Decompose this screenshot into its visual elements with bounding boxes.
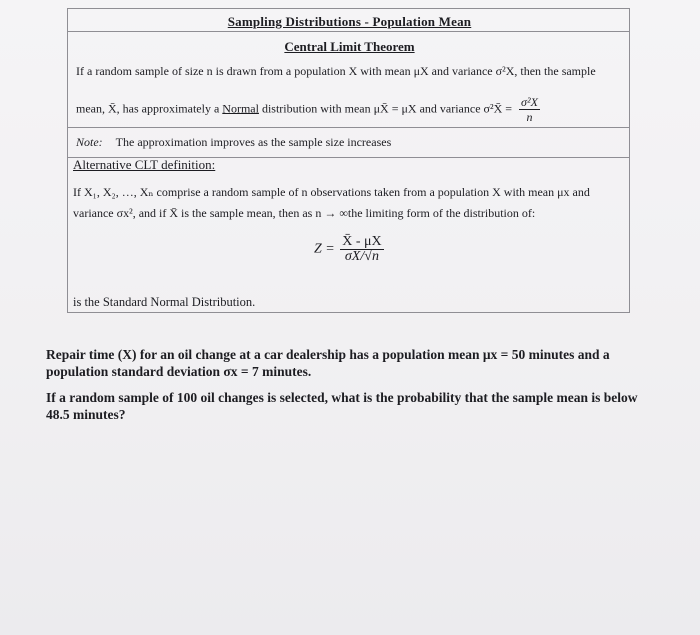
clt-divider (68, 127, 629, 128)
clt-definition-box (67, 8, 630, 313)
variance-fraction (519, 95, 540, 124)
z-formula (314, 235, 384, 264)
note-row (76, 135, 391, 150)
variance-numerator: σ²X (521, 95, 538, 109)
clt-line-2-start: mean, X̄, has approximately a (76, 101, 223, 116)
z-den-sigma: σX (344, 249, 361, 264)
normal-word: Normal (222, 101, 259, 116)
z-denominator: σX/√n (344, 249, 379, 264)
question-line-1: If a random sample of 100 oil changes is selected, what is the probability that the sample mean is below (46, 390, 638, 405)
problem-paragraph-2 (46, 389, 638, 423)
standard-normal-note: is the Standard Normal Distribution. (73, 295, 256, 309)
clt-line-2 (76, 95, 540, 124)
question-line-2: 48.5 minutes? (46, 407, 126, 422)
z-den-sqrt-n: √n (364, 249, 379, 264)
problem-line-1: Repair time (X) for an oil change at a car dealership has a population mean μx = 50 minutes and a (46, 347, 610, 362)
problem-paragraph-1 (46, 346, 610, 380)
title-divider (68, 31, 629, 32)
clt-line-1: If a random sample of size n is drawn from a population X with mean μX and variance σ²X, then the sample (76, 64, 596, 78)
box-title: Sampling Distributions - Population Mean (227, 14, 472, 29)
note-label: Note: (76, 135, 103, 149)
z-numerator: X̄ - μX (342, 234, 382, 249)
alt-clt-heading: Alternative CLT definition: (73, 157, 216, 172)
alt-line-2: variance σx², and if X̄ is the sample mean, then as n → ∞the limiting form of the distribution of: (73, 206, 536, 220)
clt-line-2-end: distribution with mean μX̄ = μX and variance σ²X̄ = (258, 101, 513, 116)
variance-denominator: n (526, 110, 533, 124)
z-fraction (340, 235, 383, 264)
problem-line-2: population standard deviation σx = 7 minutes. (46, 364, 312, 379)
z-lhs: Z = (314, 241, 335, 257)
clt-subtitle: Central Limit Theorem (284, 39, 415, 54)
note-text: The approximation improves as the sample size increases (115, 135, 392, 149)
alt-line-1: If X₁, X₂, …, Xₙ comprise a random sample of n observations taken from a population X with mean μx and (73, 185, 590, 199)
